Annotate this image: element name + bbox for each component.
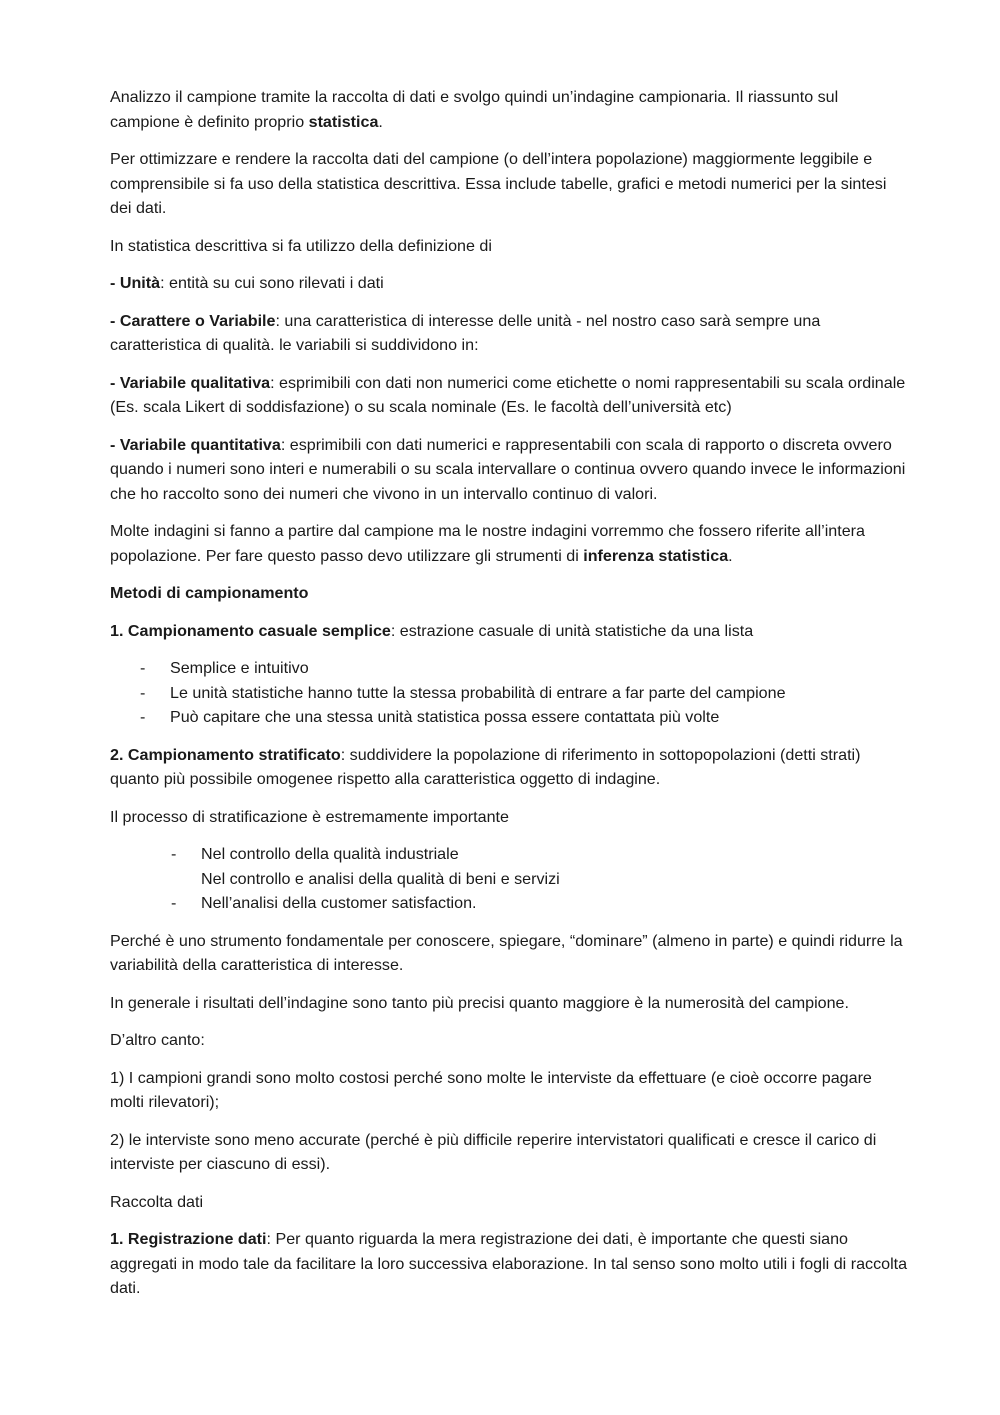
text: . bbox=[378, 112, 383, 131]
section-heading-data-collection: Raccolta dati bbox=[110, 1192, 204, 1211]
list-item-text: Semplice e intuitivo bbox=[170, 659, 309, 677]
text: : esprimibili con dati numerici e rappresentabili con scala di rapporto o discreta ovvero quando i numeri sono interi e numerabili o su scala intervallare o continua ovvero quando invece le informazioni che ho raccolto sono dei numeri che vivono in un intervallo continuo di valori. bbox=[110, 435, 906, 503]
dash-bullet: - bbox=[171, 894, 177, 912]
text: : entità su cui sono rilevati i dati bbox=[160, 274, 384, 292]
text: : suddividere la popolazione di riferimento in sottopopolazioni (detti strati) quanto più possibile omogenee rispetto alla caratteristica oggetto di indagine. bbox=[110, 745, 861, 788]
bold-term: - Variabile qualitativa bbox=[110, 373, 271, 392]
list-item bbox=[110, 681, 908, 706]
paragraph-data-registration bbox=[110, 1227, 908, 1301]
bold-term: 2. Campionamento stratificato bbox=[110, 745, 341, 764]
bold-term: - Variabile quantitativa bbox=[110, 435, 281, 454]
dash-bullet: - bbox=[140, 659, 146, 677]
paragraph-stratification-importance: Il processo di stratificazione è estremamente importante bbox=[110, 807, 509, 826]
list-item bbox=[110, 656, 908, 681]
dash-bullet: - bbox=[140, 708, 146, 726]
paragraph-point-1: 1) I campioni grandi sono molto costosi perché sono molte le interviste da effettuare (e cioè occorre pagare molti rilevatori); bbox=[110, 1068, 872, 1111]
list-item-text: Nel controllo e analisi della qualità di beni e servizi bbox=[201, 869, 560, 888]
text: Analizzo il campione tramite la raccolta di dati e svolgo quindi un’indagine campionaria. Il riassunto sul campione è definito proprio bbox=[110, 88, 839, 131]
paragraph-descriptive-stats: Per ottimizzare e rendere la raccolta dati del campione (o dell’intera popolazione) maggiormente leggibile e comprensibile si fa uso della statistica descrittiva. Essa include tabelle, grafici e metodi numerici per la sintesi dei dati. bbox=[110, 150, 887, 217]
paragraph-point-2: 2) le interviste sono meno accurate (perché è più difficile reperire intervistatori qualificati e cresce il carico di interviste per ciascuno di essi). bbox=[110, 1130, 877, 1173]
definition-variable bbox=[110, 309, 908, 358]
text: : estrazione casuale di unità statistiche da una lista bbox=[390, 621, 754, 640]
bold-term: - Unità bbox=[110, 274, 161, 292]
text: : Per quanto riguarda la mera registrazione dei dati, è importante che questi siano aggregati in modo tale da facilitare la loro successiva elaborazione. In tal senso sono molto utili i fogli di raccolta dati. bbox=[110, 1230, 908, 1297]
paragraph-inference bbox=[110, 519, 908, 568]
definition-qualitative bbox=[110, 371, 908, 420]
section-heading-sampling bbox=[110, 581, 908, 606]
list-item bbox=[110, 891, 908, 916]
heading-text: Metodi di campionamento bbox=[110, 584, 309, 602]
definition-quantitative bbox=[110, 433, 908, 507]
bold-term: inferenza statistica bbox=[583, 546, 729, 565]
bold-term: 1. Registrazione dati bbox=[110, 1230, 267, 1248]
list-item-text: Nell’analisi della customer satisfaction. bbox=[201, 894, 477, 912]
list-item-text: Può capitare che una stessa unità statistica possa essere contattata più volte bbox=[170, 708, 720, 726]
bold-term: 1. Campionamento casuale semplice bbox=[110, 621, 391, 640]
paragraph-fundamental-tool: Perché è uno strumento fondamentale per conoscere, spiegare, “dominare” (almeno in parte) e quindi ridurre la variabilità della caratteristica di interesse. bbox=[110, 931, 903, 974]
simple-random-list bbox=[110, 656, 908, 730]
list-item-text: Nel controllo della qualità industriale bbox=[201, 845, 459, 863]
text: : esprimibili con dati non numerici come etichette o nomi rappresentabili su scala ordinale (Es. scala Likert di soddisfazione) o su scala nominale (Es. le facoltà dell’università etc) bbox=[110, 373, 906, 416]
paragraph-sample-size: In generale i risultati dell’indagine sono tanto più precisi quanto maggiore è la numerosità del campione. bbox=[110, 993, 849, 1012]
dash-bullet: - bbox=[171, 845, 177, 863]
bold-term: - Carattere o Variabile bbox=[110, 311, 276, 330]
text: Molte indagini si fanno a partire dal campione ma le nostre indagini vorremmo che fossero riferite all’intera popolazione. Per fare questo passo devo utilizzare gli strumenti di bbox=[110, 522, 865, 565]
bold-term: statistica bbox=[308, 112, 379, 131]
paragraph-intro bbox=[110, 85, 908, 134]
paragraph-definitions-intro: In statistica descrittiva si fa utilizzo della definizione di bbox=[110, 236, 492, 255]
paragraph-on-the-other-hand: D’altro canto: bbox=[110, 1031, 205, 1049]
text: : una caratteristica di interesse delle unità - nel nostro caso sarà sempre una caratteristica di qualità. le variabili si suddividono in: bbox=[110, 311, 821, 354]
dash-bullet: - bbox=[140, 683, 146, 702]
list-item bbox=[110, 867, 908, 892]
method-simple-random bbox=[110, 619, 908, 644]
definition-unit bbox=[110, 271, 908, 296]
list-item bbox=[110, 842, 908, 867]
list-item-text: Le unità statistiche hanno tutte la stessa probabilità di entrare a far parte del campione bbox=[170, 683, 786, 702]
stratification-list bbox=[110, 842, 908, 916]
text: . bbox=[728, 546, 733, 565]
method-stratified bbox=[110, 743, 908, 792]
list-item bbox=[110, 705, 908, 730]
